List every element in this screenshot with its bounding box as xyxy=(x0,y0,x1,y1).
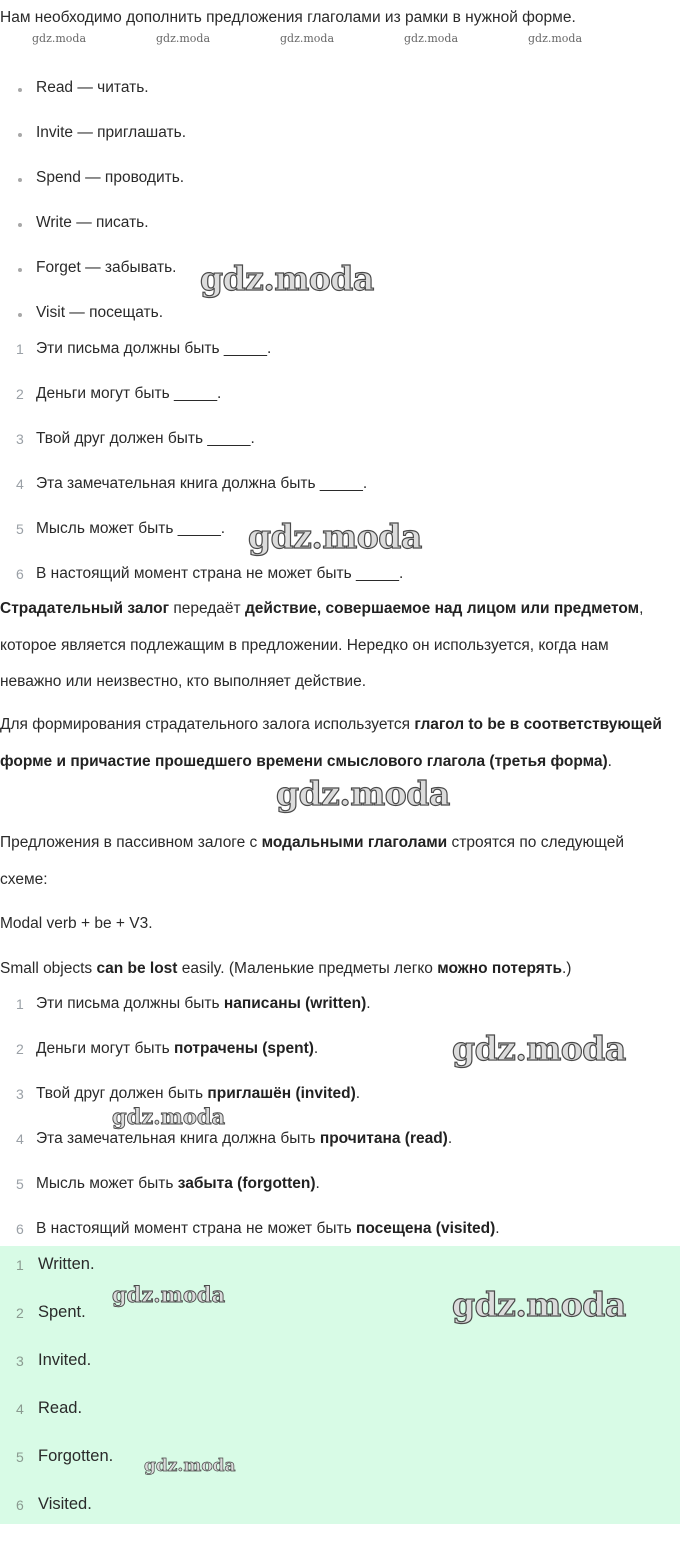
item-number: 3 xyxy=(16,431,24,447)
vocab-item: Visit — посещать. xyxy=(36,304,164,321)
answer-word: написаны (written) xyxy=(223,995,367,1012)
exercise-item: Мысль может быть _____. xyxy=(36,520,226,537)
watermark: gdz.moda xyxy=(32,32,87,45)
theory-paragraph xyxy=(0,707,670,780)
text: В настоящий момент страна не может быть xyxy=(36,1220,356,1237)
text: Предложения в пассивном залоге с xyxy=(0,834,262,851)
item-number: 4 xyxy=(16,1401,24,1417)
answer-word: забыта (forgotten) xyxy=(177,1175,316,1192)
text: . xyxy=(447,1130,453,1147)
item-number: 5 xyxy=(16,1449,24,1465)
watermark: gdz.moda xyxy=(144,1456,236,1476)
item-number: 6 xyxy=(16,1497,24,1513)
item-number: 5 xyxy=(16,1176,24,1192)
exercise-item: Твой друг должен быть _____. xyxy=(36,430,255,447)
answers-box xyxy=(0,1246,680,1524)
text: easily. (Маленькие предметы легко xyxy=(177,960,438,977)
solution-item xyxy=(36,1040,318,1058)
answer-item: Forgotten. xyxy=(38,1447,114,1465)
watermark: gdz.moda xyxy=(248,517,422,556)
theory-paragraph xyxy=(0,591,670,701)
text: Small objects xyxy=(0,960,97,977)
term: модальными глаголами xyxy=(261,834,448,851)
term: действие, совершаемое над лицом или предметом xyxy=(244,600,640,617)
text: Для формирования страдательного залога используется xyxy=(0,716,415,733)
item-number: 5 xyxy=(16,521,24,537)
solution-item xyxy=(36,995,371,1013)
watermark: gdz.moda xyxy=(276,774,450,813)
watermark: gdz.moda xyxy=(528,32,583,45)
answer-item: Invited. xyxy=(38,1351,92,1369)
text: строятся по следующей схеме: xyxy=(0,834,625,888)
watermark: gdz.moda xyxy=(280,32,335,45)
bullet-icon xyxy=(18,268,22,272)
item-number: 1 xyxy=(16,996,24,1012)
text: . xyxy=(495,1220,500,1237)
exercise-item: В настоящий момент страна не может быть _____. xyxy=(36,565,404,582)
task-intro: Нам необходимо дополнить предложения глаголами из рамки в нужной форме. xyxy=(0,9,576,26)
watermark: gdz.moda xyxy=(452,1029,626,1068)
text: Эта замечательная книга должна быть xyxy=(36,1130,320,1147)
text: Эти письма должны быть xyxy=(36,995,224,1012)
text: . xyxy=(607,752,612,770)
item-number: 1 xyxy=(16,341,24,357)
item-number: 1 xyxy=(16,1257,24,1273)
bullet-icon xyxy=(18,133,22,137)
bullet-icon xyxy=(18,223,22,227)
solution-item xyxy=(36,1175,320,1193)
text: . xyxy=(313,1040,319,1057)
term: can be lost xyxy=(96,960,178,977)
text: . xyxy=(366,995,371,1012)
answer-word: прочитана (read) xyxy=(319,1130,448,1147)
vocab-item: Forget — забывать. xyxy=(36,259,177,276)
answer-item: Read. xyxy=(38,1399,83,1417)
bullet-icon xyxy=(18,178,22,182)
item-number: 3 xyxy=(16,1086,24,1102)
vocab-item: Write — писать. xyxy=(36,214,149,231)
watermark: gdz.moda xyxy=(156,32,211,45)
vocab-item: Invite — приглашать. xyxy=(36,124,187,141)
term: можно потерять xyxy=(437,960,562,977)
watermark: gdz.moda xyxy=(112,1104,226,1129)
text: Мысль может быть xyxy=(36,1175,178,1192)
watermark: gdz.moda xyxy=(200,259,374,298)
item-number: 2 xyxy=(16,1041,24,1057)
bullet-icon xyxy=(18,313,22,317)
solution-item xyxy=(36,1085,360,1103)
bullet-icon xyxy=(18,88,22,92)
exercise-item: Эти письма должны быть _____. xyxy=(36,340,272,357)
answer-item: Spent. xyxy=(38,1303,86,1321)
item-number: 2 xyxy=(16,1305,24,1321)
watermark: gdz.moda xyxy=(112,1282,226,1307)
answer-item: Visited. xyxy=(38,1495,92,1513)
formula: Modal verb + be + V3. xyxy=(0,915,153,932)
item-number: 2 xyxy=(16,386,24,402)
vocab-item: Read — читать. xyxy=(36,79,149,96)
theory-paragraph xyxy=(0,825,670,898)
text: Твой друг должен быть xyxy=(36,1085,208,1102)
text: . xyxy=(315,1175,320,1192)
answer-word: приглашён (invited) xyxy=(207,1085,356,1102)
watermark: gdz.moda xyxy=(404,32,459,45)
solution-item xyxy=(36,1130,452,1148)
term: Страдательный залог xyxy=(0,600,170,617)
vocab-item: Spend — проводить. xyxy=(36,169,185,186)
item-number: 4 xyxy=(16,476,24,492)
text: .) xyxy=(561,960,572,977)
answer-word: посещена (visited) xyxy=(355,1220,496,1237)
term: глагол to be в соответствующей форме и причастие прошедшего времени смыслового глагола (третья форма) xyxy=(0,716,662,770)
exercise-item: Эта замечательная книга должна быть _____. xyxy=(36,475,368,492)
item-number: 6 xyxy=(16,566,24,582)
example-sentence xyxy=(0,951,670,988)
answer-item: Written. xyxy=(38,1255,95,1273)
text: , которое является подлежащим в предложении. Нередко он используется, когда нам неважно или неизвестно, кто выполняет действие. xyxy=(0,600,644,690)
watermark: gdz.moda xyxy=(452,1285,626,1324)
item-number: 4 xyxy=(16,1131,24,1147)
text: Деньги могут быть xyxy=(36,1040,174,1057)
item-number: 6 xyxy=(16,1221,24,1237)
item-number: 3 xyxy=(16,1353,24,1369)
answer-word: потрачены (spent) xyxy=(173,1040,314,1057)
text: . xyxy=(355,1085,361,1102)
solution-item xyxy=(36,1220,500,1238)
exercise-item: Деньги могут быть _____. xyxy=(36,385,222,402)
text: передаёт xyxy=(169,600,245,617)
